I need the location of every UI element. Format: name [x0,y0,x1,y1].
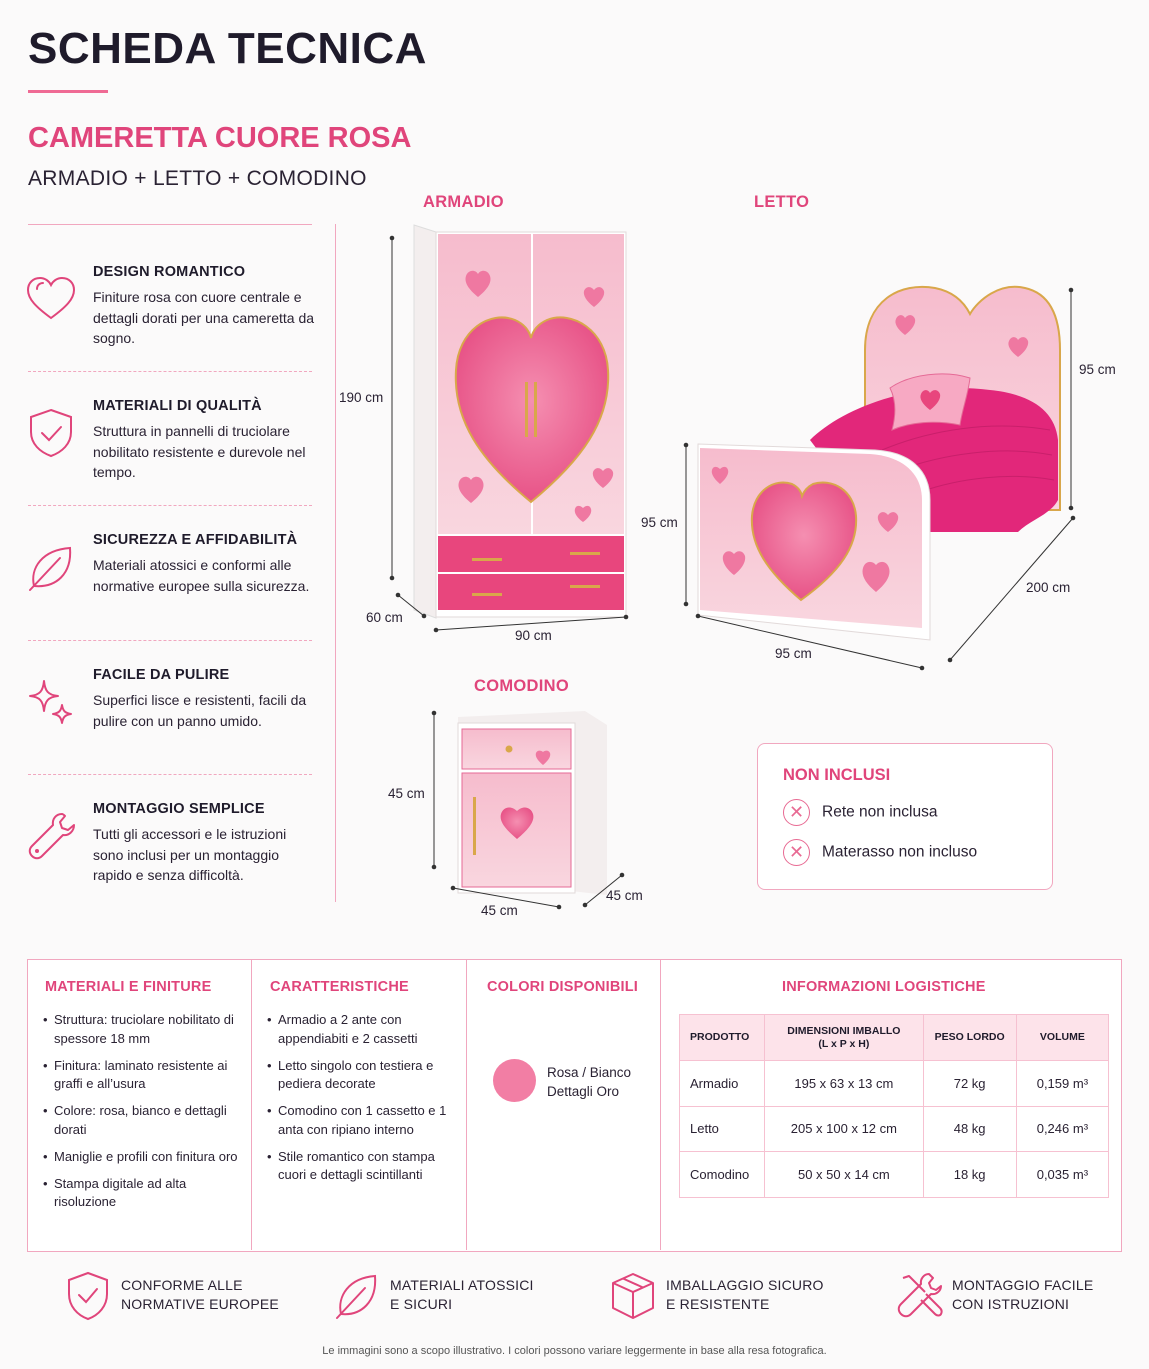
comodino-label: COMODINO [474,677,569,695]
shield-check-icon [64,1270,112,1322]
list-item: • Finitura: laminato resistente ai graffi e all’usura [43,1057,243,1094]
list-item: • Colore: rosa, bianco e dettagli dorati [43,1102,243,1139]
letto-width: 95 cm [775,646,812,661]
shield-check-icon [24,406,78,460]
feature-sicurezza [24,532,314,632]
non-incluso-item: ✕ Materasso non incluso [783,839,977,866]
feature-text: Superfici lisce e resistenti, facili da pulire con un panno umido. [93,692,307,729]
letto-label: LETTO [754,193,810,211]
x-circle-icon: ✕ [783,839,810,866]
armadio-height: 190 cm [339,390,384,405]
non-incluso-item: ✕ Rete non inclusa [783,799,937,826]
divider [28,224,312,225]
tools-icon [895,1270,943,1322]
feature-pulizia [24,667,314,767]
leaf-icon [333,1270,381,1322]
box-icon [609,1270,657,1322]
list-item: • Maniglie e profili con finitura oro [43,1148,243,1167]
heart-icon [24,272,78,326]
footer-text: IMBALLAGGIO SICURO E RESISTENTE [666,1277,824,1312]
feature-title: MONTAGGIO SEMPLICE [93,801,265,817]
armadio-label: ARMADIO [423,193,504,211]
divider [28,640,312,641]
armadio-depth: 60 cm [366,610,403,625]
header-dimensioni: DIMENSIONI IMBALLO (L x P x H) [765,1015,923,1061]
header-prodotto: PRODOTTO [680,1015,765,1061]
feature-montaggio [24,801,314,901]
footer-conforme [64,1270,304,1326]
x-circle-icon: ✕ [783,799,810,826]
table-row: Letto 205 x 100 x 12 cm 48 kg 0,246 m³ [680,1106,1109,1152]
colori-title: COLORI DISPONIBILI [487,979,639,995]
feature-text: Finiture rosa con cuore centrale e dettagli dorati per una cameretta da sogno. [93,289,315,346]
disclaimer: Le immagini sono a scopo illustrativo. I colori possono variare leggermente in base alla resa fotografica. [322,1345,827,1357]
armadio-width: 90 cm [515,628,552,643]
column-divider [251,960,252,1250]
feature-materiali [24,398,314,498]
comodino-height: 45 cm [388,786,425,801]
feature-text: Struttura in pannelli di truciolare nobilitato resistente e durevole nel tempo. [93,423,306,480]
list-item: • Comodino con 1 cassetto e 1 anta con ripiano interno [267,1102,457,1139]
logistica-title: INFORMAZIONI LOGISTICHE [782,979,986,995]
table-row: Armadio 195 x 63 x 13 cm 72 kg 0,159 m³ [680,1061,1109,1107]
feature-text: Tutti gli accessori e le istruzioni sono inclusi per un montaggio rapido e senza difficoltà. [93,826,287,883]
feature-title: DESIGN ROMANTICO [93,264,246,280]
table-header-row [680,1015,1109,1061]
product-set: ARMADIO + LETTO + COMODINO [28,167,367,190]
logistics-table [679,1014,1109,1198]
feature-text: Materiali atossici e conformi alle normative europee sulla sicurezza. [93,557,310,594]
table-row: Comodino 50 x 50 x 14 cm 18 kg 0,035 m³ [680,1152,1109,1198]
list-item: • Letto singolo con testiera e pediera decorate [267,1057,457,1094]
wrench-icon [24,809,78,863]
armadio-illustration [340,220,640,650]
title-underline [28,90,108,93]
column-divider [466,960,467,1250]
non-inclusi-box [757,743,1053,890]
column-divider [335,224,336,902]
footer-imballaggio [609,1270,849,1326]
color-description: Rosa / Bianco Dettagli Oro [547,1065,632,1099]
footer-text: CONFORME ALLE NORMATIVE EUROPEE [121,1277,279,1312]
feature-title: MATERIALI DI QUALITÀ [93,398,262,414]
letto-illustration [660,270,1120,680]
feature-title: SICUREZZA E AFFIDABILITÀ [93,532,298,548]
divider [28,371,312,372]
feature-design [24,264,314,364]
header-peso: PESO LORDO [923,1015,1016,1061]
caratteristiche-list [267,1011,457,1193]
page-title: SCHEDA TECNICA [28,24,427,73]
divider [28,774,312,775]
sparkle-icon [24,675,78,729]
letto-length: 200 cm [1026,580,1071,595]
letto-headboard-height: 95 cm [1079,362,1116,377]
divider [28,505,312,506]
non-inclusi-title: NON INCLUSI [783,766,891,784]
header-volume: VOLUME [1016,1015,1108,1061]
list-item: • Stile romantico con stampa cuori e dettagli scintillanti [267,1148,457,1185]
footer-atossici [333,1270,573,1326]
materiali-list [43,1011,243,1220]
footer-text: MATERIALI ATOSSICI E SICURI [390,1277,534,1312]
list-item: • Stampa digitale ad alta risoluzione [43,1175,243,1212]
column-divider [660,960,661,1250]
caratteristiche-title: CARATTERISTICHE [270,979,409,995]
comodino-depth: 45 cm [606,888,643,903]
letto-footboard-height: 95 cm [641,515,678,530]
footer-montaggio [895,1270,1135,1326]
materiali-title: MATERIALI E FINITURE [45,979,212,995]
leaf-icon [24,540,78,594]
list-item: • Struttura: truciolare nobilitato di spessore 18 mm [43,1011,243,1048]
info-panel [27,959,1122,1252]
footer-text: MONTAGGIO FACILE CON ISTRUZIONI [952,1277,1094,1312]
feature-title: FACILE DA PULIRE [93,667,230,683]
product-name: CAMERETTA CUORE ROSA [28,122,412,154]
color-swatch [493,1059,536,1102]
comodino-width: 45 cm [481,903,518,918]
list-item: • Armadio a 2 ante con appendiabiti e 2 cassetti [267,1011,457,1048]
